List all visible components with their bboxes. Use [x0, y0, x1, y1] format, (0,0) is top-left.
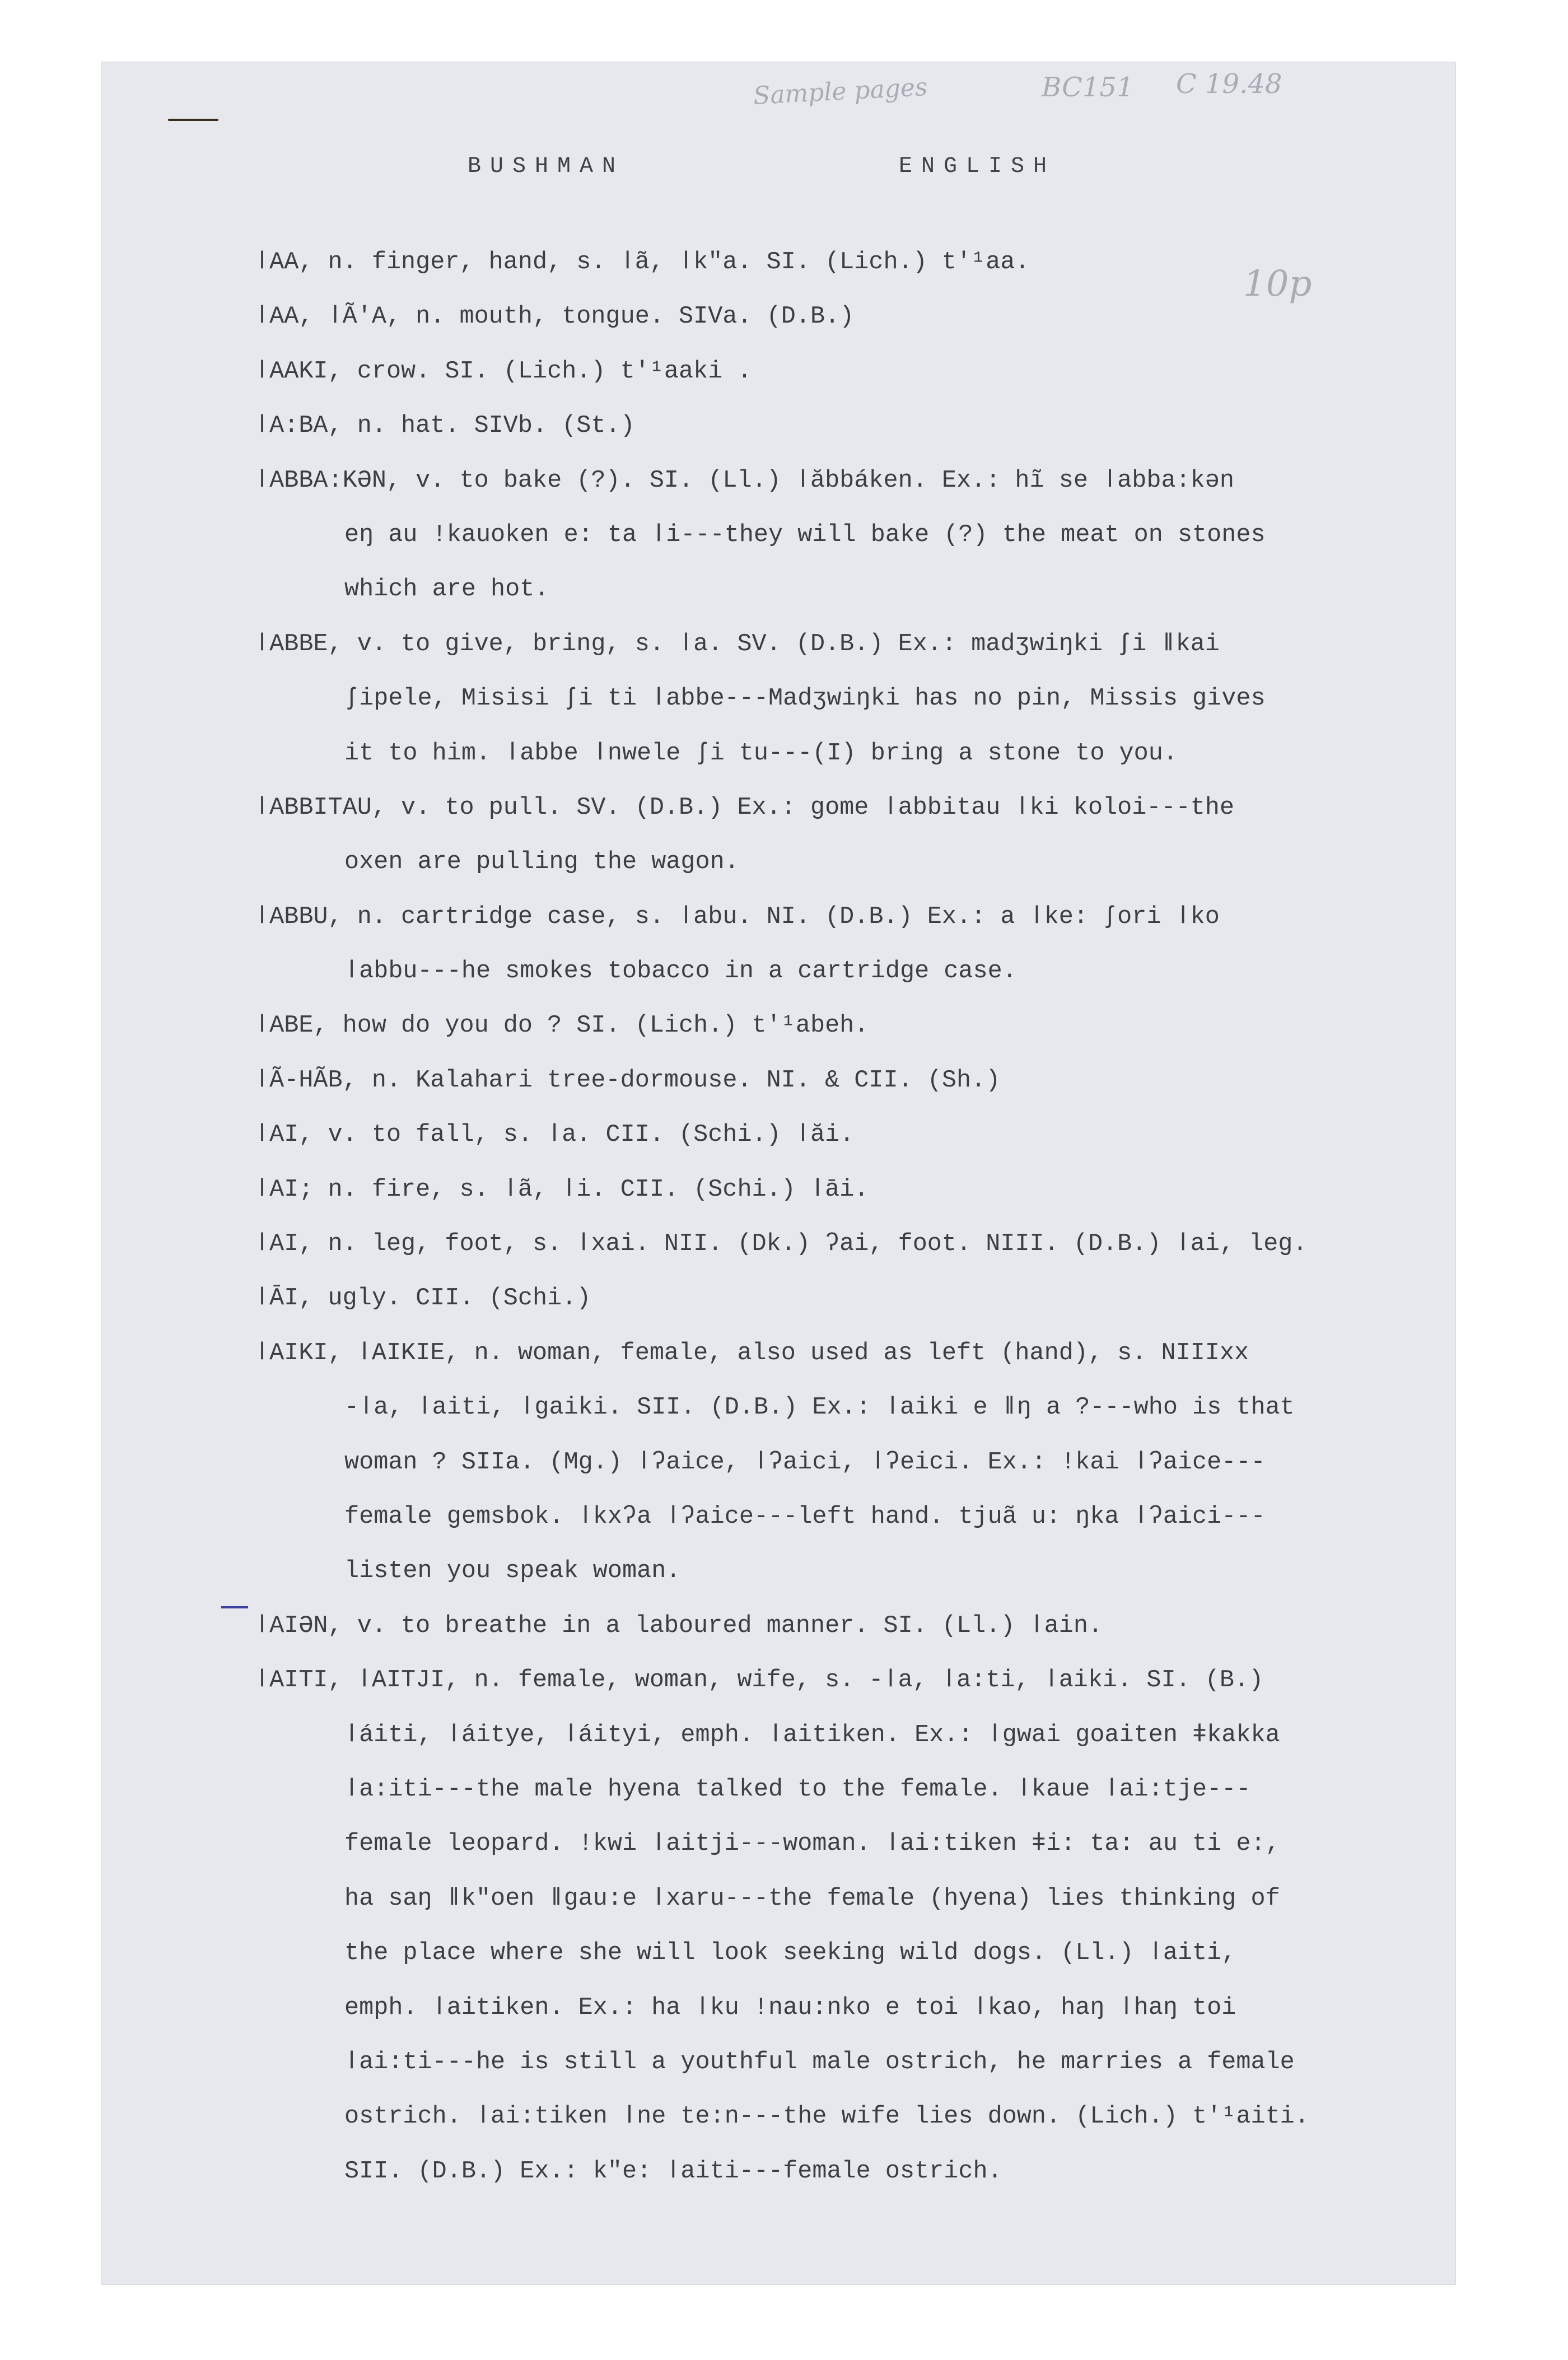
entry-line: listen you speak woman.	[344, 1557, 681, 1585]
dictionary-entries	[255, 235, 1453, 2199]
entry-line: eŋ au ǃkauoken e: ta ǀi---they will bake (?) the meat on stones	[344, 521, 1266, 549]
entry-line: ʃipele, Misisi ʃi ti ǀabbe---Madʒwiŋki has no pin, Missis gives	[344, 685, 1266, 713]
entry-line: ǀa:iti---the male hyena talked to the female. ǀkaue ǀai:tje---	[344, 1775, 1251, 1803]
entry-line: ǀAIƏN, v. to breathe in a laboured manner. SI. (Ll.) ǀain.	[255, 1612, 1103, 1640]
entry-line: the place where she will look seeking wild dogs. (Ll.) ǀaiti,	[344, 1939, 1236, 1967]
entry-line: SII. (D.B.) Ex.: k"e: ǀaiti---female ostrich.	[344, 2157, 1002, 2185]
entry-line: female gemsbok. ǀkxʔa ǀʔaice---left hand. tjuã u: ŋka ǀʔaici---	[344, 1503, 1266, 1531]
entry-line: ǀABBE, v. to give, bring, s. ǀa. SV. (D.B.) Ex.: madʒwiŋki ʃi ǁkai	[255, 630, 1220, 658]
entry-line: ǀAIKI, ǀAIKIE, n. woman, female, also used as left (hand), s. NIIIxx	[255, 1339, 1249, 1367]
entry-line: ǀÃ-HÃB, n. Kalahari tree-dormouse. NI. & CII. (Sh.)	[255, 1066, 1001, 1094]
column-headers	[0, 154, 1568, 188]
entry-line: ǀabbu---he smokes tobacco in a cartridge case.	[344, 958, 1017, 986]
entry-line: ǀAITI, ǀAITJI, n. female, woman, wife, s. -ǀa, ǀa:ti, ǀaiki. SI. (B.)	[255, 1667, 1264, 1695]
entry-line: ha saŋ ǁk"oen ǁgau:e ǀxaru---the female (hyena) lies thinking of	[344, 1885, 1280, 1913]
entry-line: ǀA:BA, n. hat. SIVb. (St.)	[255, 412, 635, 440]
entry-line: ǀAA, ǀÃ'A, n. mouth, tongue. SIVa. (D.B.)	[255, 303, 855, 331]
entry-line: ǀAI; n. fire, s. ǀã, ǀi. CII. (Schi.) ǀāi.	[255, 1176, 869, 1204]
entry-line: -ǀa, ǀaiti, ǀgaiki. SII. (D.B.) Ex.: ǀaiki e ǁŋ a ?---who is that	[344, 1394, 1295, 1422]
entry-line: ǀABE, how do you do ? SI. (Lich.) t'¹abeh.	[255, 1012, 869, 1040]
entry-line: ǀABBU, n. cartridge case, s. ǀabu. NI. (D.B.) Ex.: a ǀke: ʃori ǀko	[255, 903, 1220, 931]
entry-line: which are hot.	[344, 576, 549, 604]
header-bushman: BUSHMAN	[468, 154, 625, 179]
corner-ink-mark	[168, 119, 218, 121]
entry-line: ǀai:ti---he is still a youthful male ostrich, he marries a female	[344, 2048, 1295, 2076]
entry-line: ǀAA, n. finger, hand, s. ǀã, ǀk"a. SI. (Lich.) t'¹aa.	[255, 249, 1030, 276]
entry-line: ǀABBITAU, v. to pull. SV. (D.B.) Ex.: gome ǀabbitau ǀki koloi---the	[255, 794, 1234, 822]
entry-line: it to him. ǀabbe ǀnwele ʃi tu---(I) bring a stone to you.	[344, 739, 1178, 767]
entry-line: oxen are pulling the wagon.	[344, 848, 739, 876]
entry-line: woman ? SIIa. (Mg.) ǀʔaice, ǀʔaici, ǀʔeici. Ex.: ǃkai ǀʔaice---	[344, 1448, 1266, 1476]
entry-line: female leopard. ǃkwi ǀaitji---woman. ǀai:tiken ǂi: ta: au ti e:,	[344, 1830, 1280, 1858]
header-english: ENGLISH	[899, 154, 1056, 179]
reference-code: BC151	[1042, 72, 1134, 103]
entry-line: ǀABBA:KƏN, v. to bake (?). SI. (Ll.) ǀăbbáken. Ex.: hĩ se ǀabba:kən	[255, 467, 1234, 495]
margin-annotation: 10p	[1243, 263, 1312, 305]
reference-number: C 19.48	[1176, 68, 1282, 100]
entry-line: ǀAAKI, crow. SI. (Lich.) t'¹aaki .	[255, 357, 752, 385]
entry-line: ǀAI, v. to fall, s. ǀa. CII. (Schi.) ǀăi.	[255, 1121, 855, 1149]
entry-line: ǀĀI, ugly. CII. (Schi.)	[255, 1285, 591, 1313]
entry-line: ostrich. ǀai:tiken ǀne te:n---the wife lies down. (Lich.) t'¹aiti.	[344, 2103, 1309, 2131]
margin-dash-mark	[221, 1606, 248, 1608]
entry-line: emph. ǀaitiken. Ex.: ha ǀku ǃnau:nko e toi ǀkao, haŋ ǀhaŋ toi	[344, 1994, 1236, 2022]
entry-line: ǀáiti, ǀáitye, ǀáityi, emph. ǀaitiken. Ex.: ǀgwai goaiten ǂkakka	[344, 1721, 1280, 1749]
pencil-note: Sample pages	[752, 72, 928, 111]
entry-line: ǀAI, n. leg, foot, s. ǀxai. NII. (Dk.) ʔai, foot. NIII. (D.B.) ǀai, leg.	[255, 1230, 1308, 1258]
